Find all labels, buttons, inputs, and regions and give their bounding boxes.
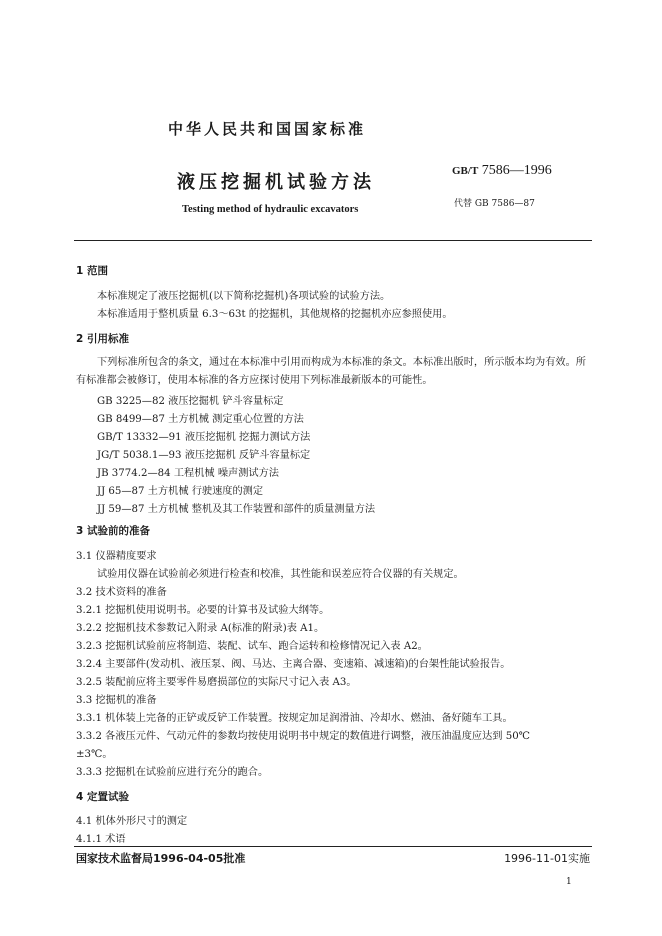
approval-date: 国家技术监督局1996-04-05批准 <box>76 852 246 865</box>
clause-text: 3.2.2 挖掘机技术参数记入附录 A(标准的附录)表 A1。 <box>76 623 325 634</box>
section-1-paragraph: 本标准适用于整机质量 6.3～63t 的挖掘机，其他规格的挖掘机亦应参照使用。 <box>97 309 453 320</box>
reference-item: GB 8499—87 土方机械 测定重心位置的方法 <box>97 414 304 425</box>
clause-text: 3.2.1 挖掘机使用说明书。必要的计算书及试验大纲等。 <box>76 605 330 616</box>
clause-heading: 3.1 仪器精度要求 <box>76 551 157 562</box>
clause-text: 3.2.3 挖掘机试验前应将制造、装配、试车、跑合运转和检修情况记入表 A2。 <box>76 641 428 652</box>
reference-item: GB 3225—82 液压挖掘机 铲斗容量标定 <box>97 396 284 407</box>
section-2-intro: 下列标准所包含的条文，通过在本标准中引用而构成为本标准的条文。本标准出版时，所示版本均为有效。所有标准都会被修订，使用本标准的各方应探讨使用下列标准最新版本的可能性。 <box>76 357 586 386</box>
clause-heading: 4.1 机体外形尺寸的测定 <box>76 816 188 827</box>
document-title: 液压挖掘机试验方法 <box>177 172 375 193</box>
clause-heading: 3.2 技术资料的准备 <box>76 587 167 598</box>
reference-item: JG/T 5038.1—93 液压挖掘机 反铲斗容量标定 <box>97 450 311 461</box>
replaces-standard: 代替 GB 7586—87 <box>454 199 535 209</box>
reference-item: GB/T 13332—91 液压挖掘机 挖掘力测试方法 <box>97 432 311 443</box>
clause-text: 3.3.2 各液压元件、气动元件的参数均按使用说明书中规定的数值进行调整，液压油温度应达到 50℃ <box>76 731 531 742</box>
nation-standard-label: 中华人民共和国国家标准 <box>168 120 367 138</box>
clause-text: 试验用仪器在试验前必须进行检查和校准，其性能和误差应符合仪器的有关规定。 <box>97 569 464 580</box>
clause-text: ±3℃。 <box>76 749 113 760</box>
page-number: 1 <box>566 877 572 887</box>
reference-item: JJ 65—87 土方机械 行驶速度的测定 <box>97 486 264 497</box>
reference-item: JB 3774.2—84 工程机械 噪声测试方法 <box>97 468 279 479</box>
standard-prefix: GB/T <box>452 165 479 177</box>
section-3-heading: 3 试验前的准备 <box>76 525 150 537</box>
section-1-paragraph: 本标准规定了液压挖掘机(以下简称挖掘机)各项试验的试验方法。 <box>97 291 391 302</box>
clause-text: 3.3.3 挖掘机在试验前应进行充分的跑合。 <box>76 767 269 778</box>
section-4-heading: 4 定置试验 <box>76 791 129 803</box>
footer-divider <box>74 846 592 847</box>
clause-text: 3.2.4 主要部件(发动机、液压泵、阀、马达、主离合器、变速箱、减速箱)的台架性能试验报告。 <box>76 659 511 670</box>
document-title-english: Testing method of hydraulic excavators <box>182 204 359 215</box>
section-2-heading: 2 引用标准 <box>76 333 129 345</box>
standard-number <box>452 163 552 179</box>
reference-item: JJ 59—87 土方机械 整机及其工作装置和部件的质量测量方法 <box>97 504 376 515</box>
clause-text: 3.2.5 装配前应将主要零件易磨损部位的实际尺寸记入表 A3。 <box>76 677 357 688</box>
clause-heading: 3.3 挖掘机的准备 <box>76 695 157 706</box>
clause-text: 3.3.1 机体装上完备的正铲或反铲工作装置。按规定加足润滑油、冷却水、燃油、备好随车工具。 <box>76 713 513 724</box>
effective-date: 1996-11-01实施 <box>504 852 590 865</box>
clause-heading: 4.1.1 术语 <box>76 834 126 845</box>
header-divider <box>74 240 592 241</box>
section-1-heading: 1 范围 <box>76 265 108 277</box>
standard-number-value: 7586—1996 <box>481 163 552 178</box>
